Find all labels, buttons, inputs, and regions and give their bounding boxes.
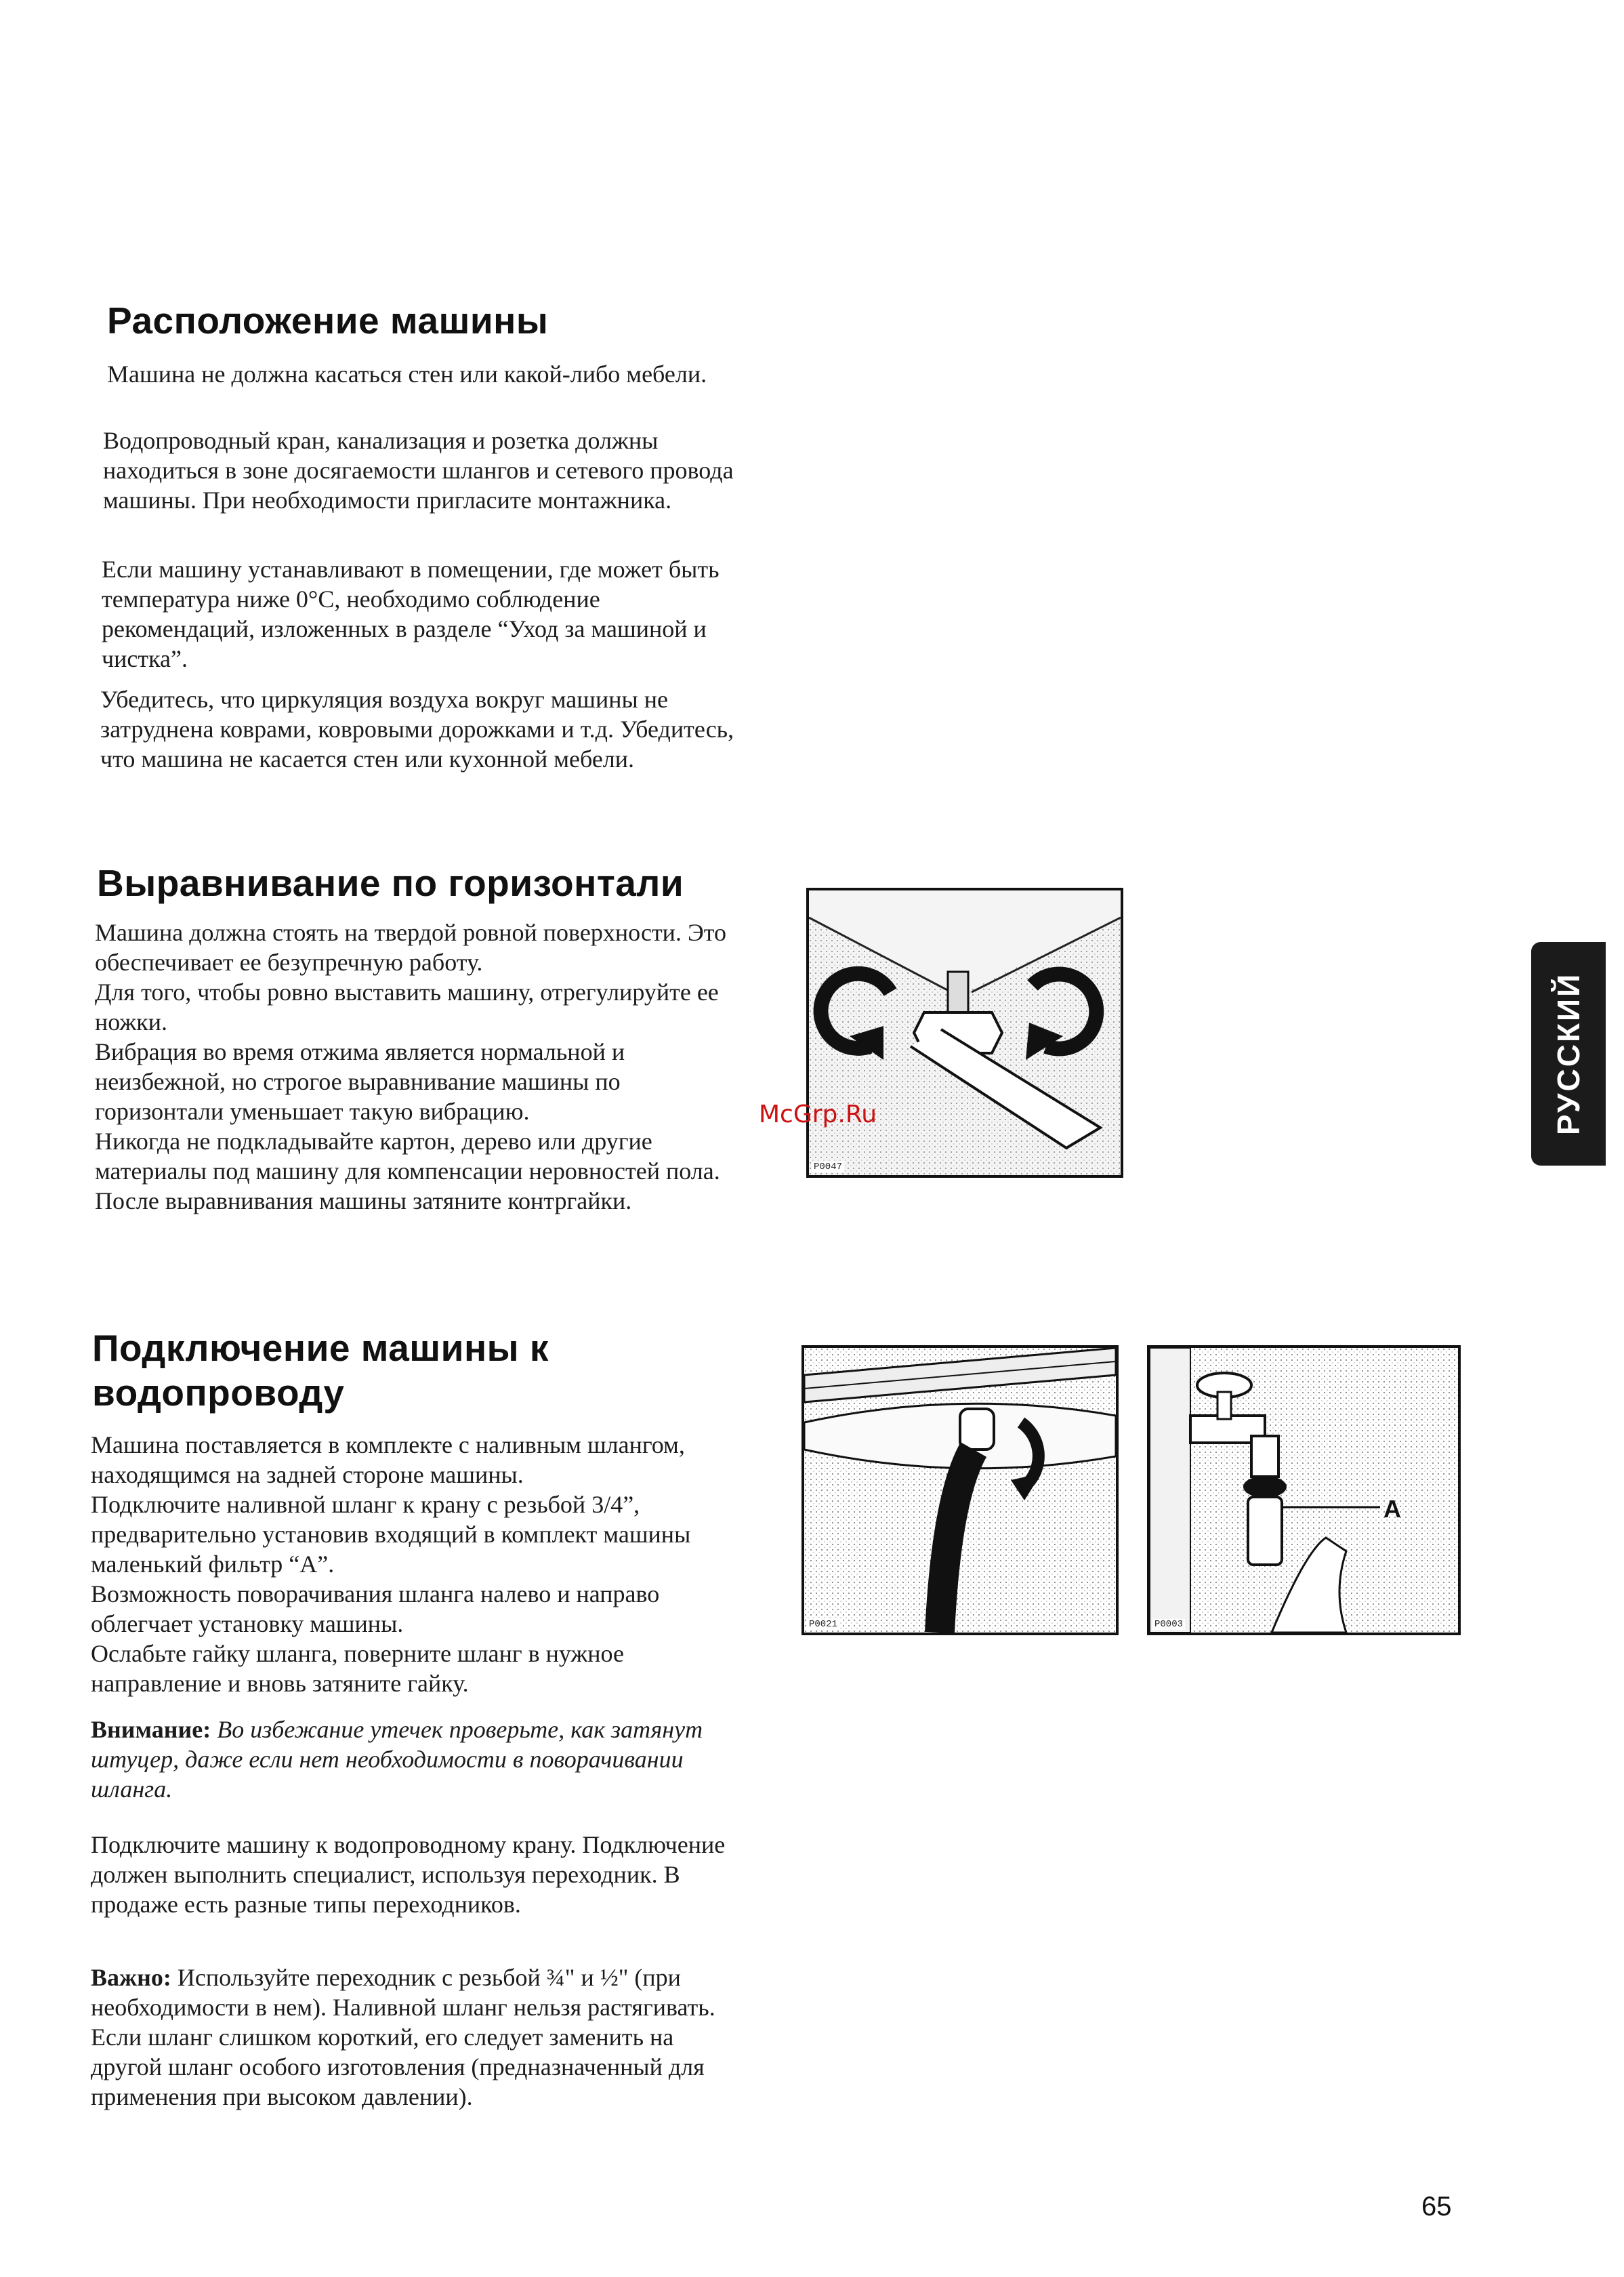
attention-text: Во избежание утечек проверьте, как затянут штуцер, даже если нет необходимости в поворачивании шланга.	[91, 1716, 703, 1803]
language-tab-label: РУССКИЙ	[1551, 972, 1586, 1136]
tap-illustration	[1147, 1345, 1461, 1635]
page-number: 65	[1421, 2192, 1452, 2221]
watermark: McGrp.Ru	[759, 1101, 877, 1128]
water-paragraph-3: Возможность поворачивания шланга налево и направо облегчает установку машины.	[91, 1580, 660, 1637]
placement-paragraph-2: Водопроводный кран, канализация и розетка должны находиться в зоне досягаемости шлангов и сетевого провода машины. При необходимости пригласите монтажника.	[103, 427, 734, 514]
water-paragraph-4: Ослабьте гайку шланга, поверните шланг в нужное направление и вновь затяните гайку.	[91, 1640, 624, 1697]
leveling-paragraph-5: После выравнивания машины затяните контргайки.	[95, 1187, 632, 1214]
water-paragraph-2: Подключите наливной шланг к крану с резьбой 3/4”, предварительно установив входящий в комплект машины маленький фильтр “A”.	[91, 1491, 691, 1578]
leveling-paragraph-2: Для того, чтобы ровно выставить машину, отрегулируйте ее ножки.	[95, 979, 719, 1035]
placement-paragraph-1: Машина не должна касаться стен или какой-либо мебели.	[107, 361, 707, 388]
attention-label: Внимание:	[91, 1716, 211, 1743]
section-title-water-connection: Подключение машины к водопроводу	[92, 1327, 549, 1414]
placement-paragraph-3: Если машину устанавливают в помещении, где может быть температура ниже 0°C, необходимо соблюдение рекомендаций, изложенных в разделе “Уход за машиной и чистка”.	[102, 556, 720, 672]
important-label: Важно:	[91, 1964, 171, 1991]
attention-note	[91, 1715, 741, 1804]
hose-drawing	[804, 1348, 1116, 1633]
leveling-paragraph-4: Никогда не подкладывайте картон, дерево или другие материалы под машину для компенсации неровностей пола.	[95, 1128, 720, 1185]
leveling-paragraph-3: Вибрация во время отжима является нормальной и неизбежной, но строгое выравнивание машины по горизонтали уменьшает такую вибрацию.	[95, 1038, 625, 1125]
section-title-leveling: Выравнивание по горизонтали	[97, 862, 684, 904]
important-text: Используйте переходник с резьбой ¾" и ½" (при необходимости в нем). Наливной шланг нельзя растягивать. Если шланг слишком короткий, его следует заменить на другой шланг особого изготовления (предназначенный для применения при высоком давлении).	[91, 1964, 715, 2110]
important-note	[91, 1963, 741, 2112]
wrench-feet-drawing	[809, 890, 1121, 1175]
filter-a-label: A	[1383, 1495, 1401, 1523]
tap-drawing	[1150, 1348, 1458, 1633]
figure-code-leveling: P0047	[812, 1162, 844, 1172]
figure-code-hose: P0021	[807, 1619, 839, 1630]
water-paragraph-1: Машина поставляется в комплекте с наливным шлангом, находящимся на задней стороне машины.	[91, 1431, 685, 1488]
water-paragraph-5: Подключите машину к водопроводному крану. Подключение должен выполнить специалист, используя переходник. В продаже есть разные типы переходников.	[91, 1831, 726, 1918]
section-title-placement: Расположение машины	[107, 300, 549, 342]
language-tab	[1531, 942, 1606, 1166]
leveling-text-block	[95, 918, 745, 1216]
water-text-block	[91, 1430, 741, 1698]
leveling-illustration	[806, 888, 1123, 1178]
hose-illustration	[801, 1345, 1119, 1635]
figure-code-tap: P0003	[1152, 1619, 1185, 1630]
placement-paragraph-4: Убедитесь, что циркуляция воздуха вокруг машины не затруднена коврами, ковровыми дорожками и т.д. Убедитесь, что машина не касается стен или кухонной мебели.	[100, 686, 734, 773]
leveling-paragraph-1: Машина должна стоять на твердой ровной поверхности. Это обеспечивает ее безупречную работу.	[95, 919, 726, 976]
